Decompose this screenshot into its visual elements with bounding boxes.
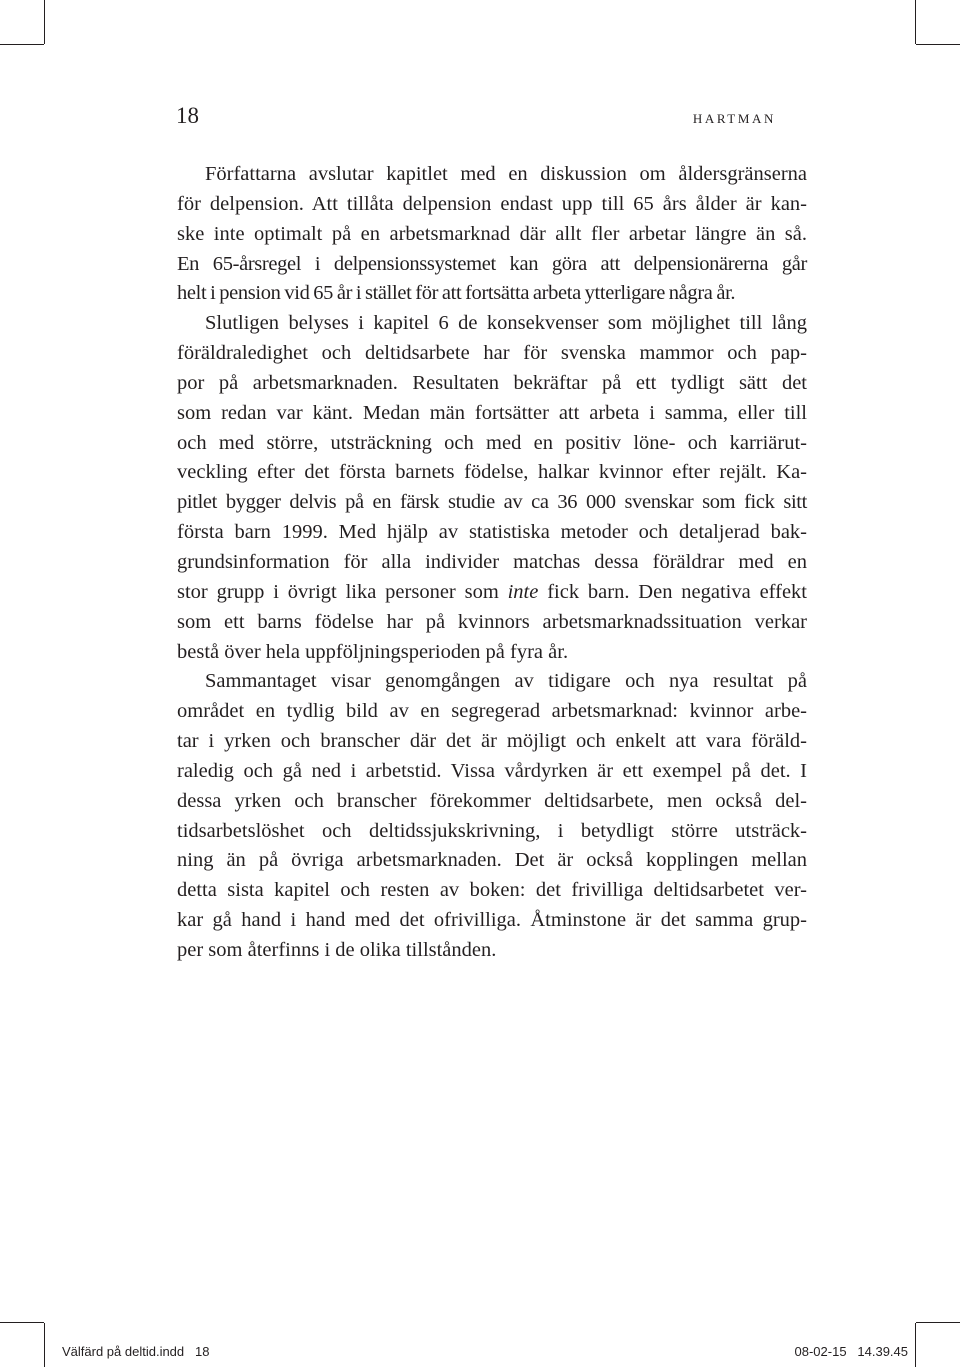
running-head: HARTMAN: [692, 111, 776, 126]
crop-mark-top-left-horizontal: [0, 44, 44, 45]
slug-file-label: Välfärd på deltid.indd 18: [62, 1344, 210, 1359]
crop-mark-bottom-left-vertical: [44, 1323, 45, 1367]
text-line: området en tydlig bild av en segregerad arbetsmarknad: kvinnor arbe-: [177, 700, 807, 723]
slug-timestamp: 08-02-15 14.39.45: [794, 1344, 908, 1359]
text-line: grundsinformation för alla individer matchas dessa föräldrar med en: [177, 550, 807, 573]
crop-mark-bottom-right-horizontal: [916, 1322, 960, 1323]
text-line: föräldraledighet och deltidsarbete har för svenska mammor och pap-: [177, 342, 807, 365]
crop-mark-top-right-vertical: [915, 0, 916, 44]
text-line: [177, 578, 807, 608]
text-line: Sammantaget visar genomgången av tidigare och nya resultat på: [205, 670, 807, 693]
crop-mark-bottom-right-vertical: [915, 1323, 916, 1367]
text-line: kar gå hand i hand med det ofrivilliga. Åtminstone är det samma grup-: [177, 909, 807, 932]
text-line: och med större, utsträckning och med en positiv löne- och karriärut-: [177, 431, 807, 454]
text-segment: fick barn. Den negativa effekt: [538, 580, 807, 603]
crop-mark-top-right-horizontal: [916, 44, 960, 45]
text-line: bestå över hela uppföljningsperioden på fyra år.: [177, 640, 569, 663]
text-line: per som återfinns i de olika tillstånden.: [177, 938, 497, 961]
text-line: ning än på övriga arbetsmarknaden. Det är också kopplingen mellan: [177, 849, 807, 872]
text-line: Författarna avslutar kapitlet med en diskussion om åldersgränserna: [205, 163, 807, 185]
italic-emphasis: inte: [507, 580, 539, 603]
text-line: detta sista kapitel och resten av boken: det frivilliga deltidsarbetet ver-: [177, 879, 807, 902]
text-line: raledig och gå ned i arbetstid. Vissa vårdyrken är ett exempel på det. I: [177, 759, 807, 782]
text-line: helt i pension vid 65 år i stället för att fortsätta arbeta ytterligare några år.: [177, 282, 736, 305]
text-line: por på arbetsmarknaden. Resultaten bekräftar på ett tydligt sätt det: [177, 371, 807, 394]
text-line: för delpension. Att tillåta delpension endast upp till 65 års ålder är kan-: [177, 192, 807, 215]
page-number: 18: [176, 103, 199, 128]
text-line: ske inte optimalt på en arbetsmarknad där allt fler arbetar längre än så.: [177, 222, 807, 245]
text-line: tidsarbetslöshet och deltidssjukskrivning, i betydligt större utsträck-: [177, 819, 807, 842]
text-line: dessa yrken och branscher förekommer deltidsarbete, men också del-: [177, 789, 807, 812]
text-line: första barn 1999. Med hjälp av statistiska metoder och detaljerad bak-: [177, 521, 807, 544]
crop-mark-top-left-vertical: [44, 0, 45, 44]
text-line: tar i yrken och branscher där det är möjligt och enkelt att vara föräld-: [177, 730, 807, 753]
text-line: som ett barns födelse har på kvinnors arbetsmarknadssituation verkar: [177, 610, 807, 633]
text-line: Slutligen belyses i kapitel 6 de konsekvenser som möjlighet till lång: [205, 312, 807, 335]
text-line: veckling efter det första barnets födelse, halkar kvinnor efter rejält. Ka-: [177, 461, 807, 484]
text-line: En 65-årsregel i delpensionssystemet kan göra att delpensionärerna går: [177, 252, 807, 275]
text-line: pitlet bygger delvis på en färsk studie av ca 36 000 svenskar som fick sitt: [177, 491, 807, 514]
text-line: som redan var känt. Medan män fortsätter att arbeta i samma, eller till: [177, 401, 807, 424]
crop-mark-bottom-left-horizontal: [0, 1322, 44, 1323]
text-segment: stor grupp i övrigt lika personer som: [177, 580, 508, 603]
body-text: [177, 160, 807, 966]
